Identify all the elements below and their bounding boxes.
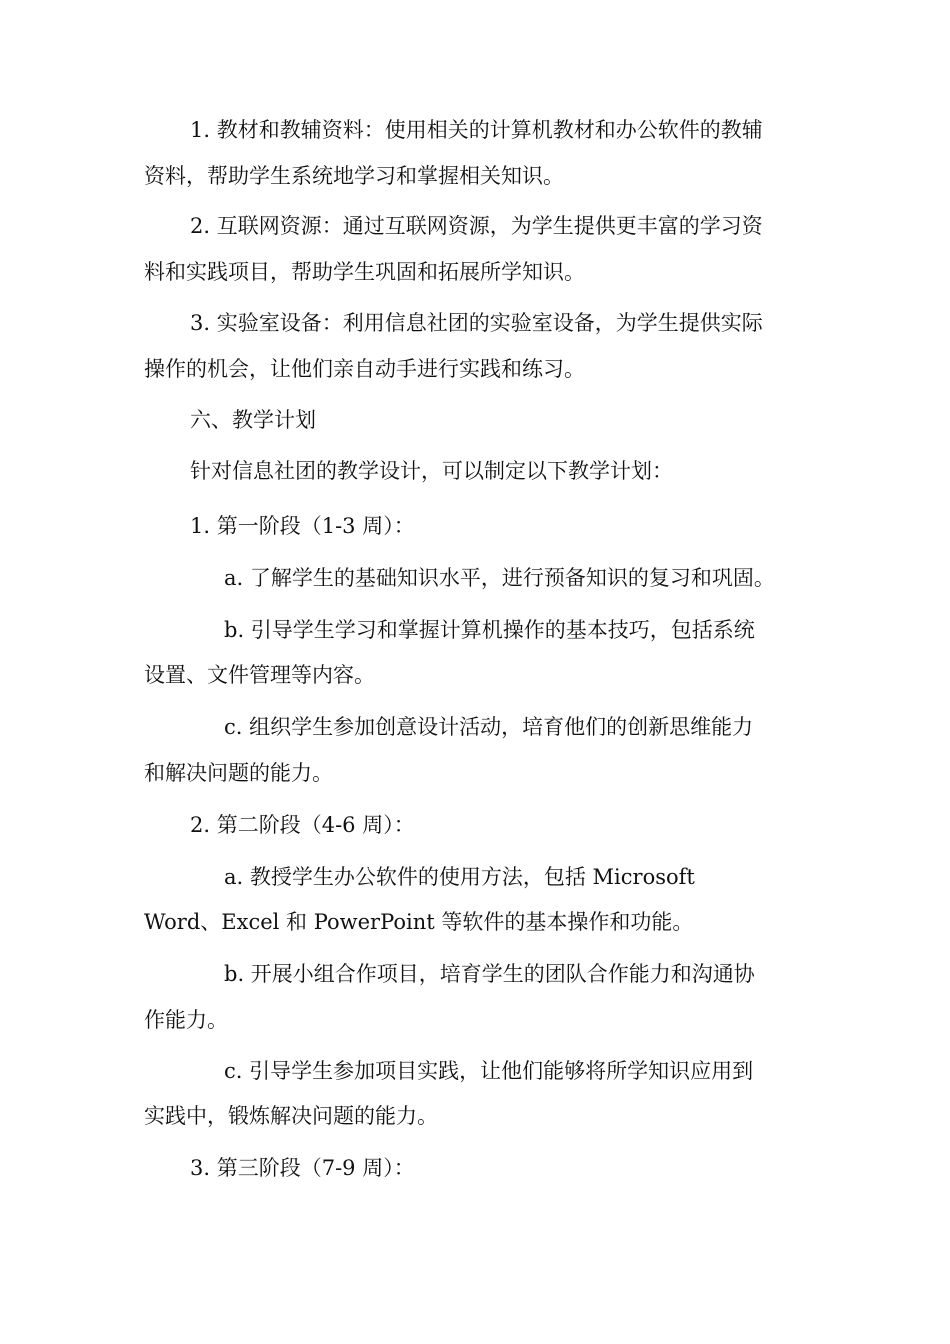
resource-item-1-line-2: 资料，帮助学生系统地学习和掌握相关知识。 [144,164,564,188]
stage-2-item-c-line-2: 实践中，锻炼解决问题的能力。 [144,1104,438,1128]
resource-item-3-line-1: 3. 实验室设备：利用信息社团的实验室设备，为学生提供实际 [190,311,763,335]
resource-item-2-line-2: 料和实践项目，帮助学生巩固和拓展所学知识。 [144,260,585,284]
stage-3-heading: 3. 第三阶段（7-9 周）： [190,1156,415,1180]
stage-1-item-c-line-2: 和解决问题的能力。 [144,761,333,785]
stage-2-item-c-line-1: c. 引导学生参加项目实践，让他们能够将所学知识应用到 [224,1059,754,1083]
intro-paragraph: 针对信息社团的教学设计，可以制定以下教学计划： [190,459,673,483]
stage-1-item-c-line-1: c. 组织学生参加创意设计活动，培育他们的创新思维能力 [224,715,754,739]
stage-2-item-a-line-2: Word、Excel 和 PowerPoint 等软件的基本操作和功能。 [144,910,694,934]
stage-2-item-b-line-1: b. 开展小组合作项目，培育学生的团队合作能力和沟通协 [224,962,755,986]
stage-2-item-b-line-2: 作能力。 [144,1008,228,1032]
stage-1-item-b-line-2: 设置、文件管理等内容。 [144,663,375,687]
stage-2-item-a-line-1: a. 教授学生办公软件的使用方法，包括 Microsoft [224,865,695,889]
resource-item-3-line-2: 操作的机会，让他们亲自动手进行实践和练习。 [144,357,585,381]
resource-item-1-line-1: 1. 教材和教辅资料：使用相关的计算机教材和办公软件的教辅 [190,118,763,142]
stage-1-heading: 1. 第一阶段（1-3 周）： [190,514,415,538]
section-heading: 六、教学计划 [190,408,316,432]
resource-item-2-line-1: 2. 互联网资源：通过互联网资源，为学生提供更丰富的学习资 [190,214,763,238]
stage-1-item-b-line-1: b. 引导学生学习和掌握计算机操作的基本技巧，包括系统 [224,618,755,642]
stage-1-item-a: a. 了解学生的基础知识水平，进行预备知识的复习和巩固。 [224,566,775,590]
stage-2-heading: 2. 第二阶段（4-6 周）： [190,813,415,837]
